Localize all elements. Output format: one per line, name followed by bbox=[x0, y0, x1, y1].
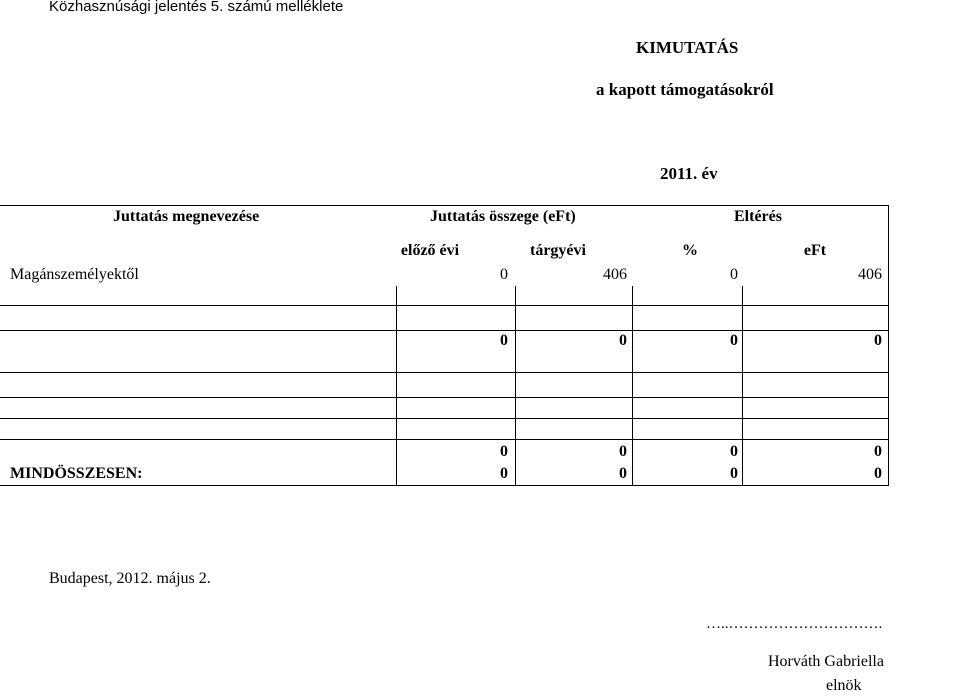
document-subtitle: a kapott támogatásokról bbox=[596, 80, 774, 99]
signer-name: Horváth Gabriella bbox=[768, 653, 884, 670]
cell-previous-year: 0 bbox=[500, 332, 508, 349]
subheader-previous-year: előző évi bbox=[400, 242, 460, 259]
column-header-amount: Juttatás összege (eFt) bbox=[430, 208, 576, 225]
total-eft: 0 bbox=[874, 465, 882, 482]
report-year: 2011. év bbox=[660, 164, 718, 183]
total-previous-year: 0 bbox=[500, 465, 508, 482]
document-title: KIMUTATÁS bbox=[636, 38, 739, 57]
cell-percent: 0 bbox=[730, 332, 738, 349]
cell-percent: 0 bbox=[730, 443, 738, 460]
document-annex-note: Közhasznúsági jelentés 5. számú melléklete bbox=[49, 0, 344, 15]
total-percent: 0 bbox=[730, 465, 738, 482]
subheader-current-year: tárgyévi bbox=[530, 242, 586, 259]
column-header-difference: Eltérés bbox=[734, 208, 782, 225]
cell-eft: 406 bbox=[858, 266, 882, 283]
cell-previous-year: 0 bbox=[500, 266, 508, 283]
cell-eft: 0 bbox=[874, 443, 882, 460]
cell-current-year: 0 bbox=[619, 332, 627, 349]
row-label: Magánszemélyektől bbox=[10, 266, 139, 283]
place-and-date: Budapest, 2012. május 2. bbox=[49, 570, 211, 587]
subheader-eft: eFt bbox=[803, 242, 827, 259]
cell-previous-year: 0 bbox=[500, 443, 508, 460]
total-label: MINDÖSSZESEN: bbox=[10, 465, 143, 482]
column-header-name: Juttatás megnevezése bbox=[113, 208, 260, 225]
cell-percent: 0 bbox=[730, 266, 738, 283]
cell-current-year: 0 bbox=[619, 443, 627, 460]
signer-title: elnök bbox=[826, 677, 862, 694]
cell-current-year: 406 bbox=[603, 266, 627, 283]
total-current-year: 0 bbox=[619, 465, 627, 482]
signature-line: …..…………………………. bbox=[706, 616, 883, 632]
subheader-percent: % bbox=[682, 242, 698, 259]
cell-eft: 0 bbox=[874, 332, 882, 349]
